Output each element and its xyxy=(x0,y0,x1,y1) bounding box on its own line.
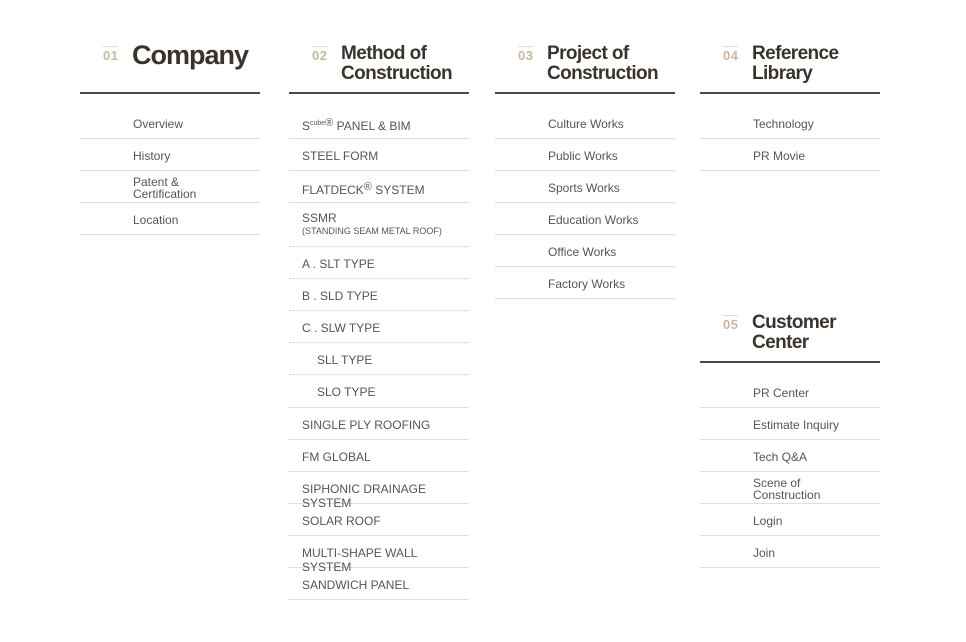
customer-number: 05 xyxy=(723,317,739,332)
menu-item-sll-type[interactable]: SLL TYPE xyxy=(289,343,469,375)
menu-item-ssmr[interactable]: SSMR (STANDING SEAM METAL ROOF) xyxy=(289,203,469,247)
company-number: 01 xyxy=(103,48,119,63)
menu-item-multi-shape-wall[interactable]: MULTI-SHAPE WALL SYSTEM xyxy=(289,536,469,568)
project-column xyxy=(495,40,675,299)
menu-item-pr-center[interactable]: PR Center xyxy=(700,376,880,408)
menu-item-overview[interactable]: Overview xyxy=(80,107,260,139)
company-menu xyxy=(80,107,260,235)
menu-item-steel-form[interactable]: STEEL FORM xyxy=(289,139,469,171)
customer-menu xyxy=(700,376,880,568)
menu-item-siphonic-drainage[interactable]: SIPHONIC DRAINAGE SYSTEM xyxy=(289,472,469,504)
customer-header xyxy=(700,309,880,363)
method-column xyxy=(289,40,469,600)
project-number: 03 xyxy=(518,48,534,63)
menu-item-factory-works[interactable]: Factory Works xyxy=(495,267,675,299)
menu-item-sandwich-panel[interactable]: SANDWICH PANEL xyxy=(289,568,469,600)
menu-item-scene-of-construction[interactable]: Scene of Construction xyxy=(700,472,880,504)
reference-menu xyxy=(700,107,880,171)
project-menu xyxy=(495,107,675,299)
menu-item-pr-movie[interactable]: PR Movie xyxy=(700,139,880,171)
method-number: 02 xyxy=(312,48,328,63)
project-title[interactable]: Project of Construction xyxy=(547,43,659,84)
customer-title[interactable]: Customer Center xyxy=(752,312,836,353)
menu-item-education-works[interactable]: Education Works xyxy=(495,203,675,235)
menu-item-scube-panel-bim[interactable]: $S^{cube}®$ PANEL & BIM xyxy=(289,107,469,139)
menu-item-tech-qa[interactable]: Tech Q&A xyxy=(700,440,880,472)
menu-item-culture-works[interactable]: Culture Works xyxy=(495,107,675,139)
menu-item-flatdeck-system[interactable]: FLATDECK® SYSTEM xyxy=(289,171,469,203)
menu-item-estimate-inquiry[interactable]: Estimate Inquiry xyxy=(700,408,880,440)
menu-item-history[interactable]: History xyxy=(80,139,260,171)
menu-item-technology[interactable]: Technology xyxy=(700,107,880,139)
menu-item-slw-type[interactable]: C . SLW TYPE xyxy=(289,311,469,343)
reference-number: 04 xyxy=(723,48,739,63)
reference-header xyxy=(700,40,880,94)
menu-item-slt-type[interactable]: A . SLT TYPE xyxy=(289,247,469,279)
menu-item-fm-global[interactable]: FM GLOBAL xyxy=(289,440,469,472)
company-column xyxy=(80,40,260,235)
menu-item-location[interactable]: Location xyxy=(80,203,260,235)
menu-item-patent-certification[interactable]: Patent & Certification xyxy=(80,171,260,203)
menu-item-sld-type[interactable]: B . SLD TYPE xyxy=(289,279,469,311)
menu-item-solar-roof[interactable]: SOLAR ROOF xyxy=(289,504,469,536)
method-header xyxy=(289,40,469,94)
company-header xyxy=(80,40,260,94)
project-header xyxy=(495,40,675,94)
method-title[interactable]: Method of Construction xyxy=(341,43,453,84)
menu-item-single-ply-roofing[interactable]: SINGLE PLY ROOFING xyxy=(289,408,469,440)
menu-item-join[interactable]: Join xyxy=(700,536,880,568)
menu-item-office-works[interactable]: Office Works xyxy=(495,235,675,267)
customer-column xyxy=(700,309,880,568)
menu-item-slo-type[interactable]: SLO TYPE xyxy=(289,375,469,408)
method-menu xyxy=(289,107,469,600)
company-title[interactable]: Company xyxy=(132,40,249,70)
reference-column xyxy=(700,40,880,171)
menu-item-login[interactable]: Login xyxy=(700,504,880,536)
menu-item-sports-works[interactable]: Sports Works xyxy=(495,171,675,203)
menu-item-public-works[interactable]: Public Works xyxy=(495,139,675,171)
reference-title[interactable]: Reference Library xyxy=(752,43,839,84)
